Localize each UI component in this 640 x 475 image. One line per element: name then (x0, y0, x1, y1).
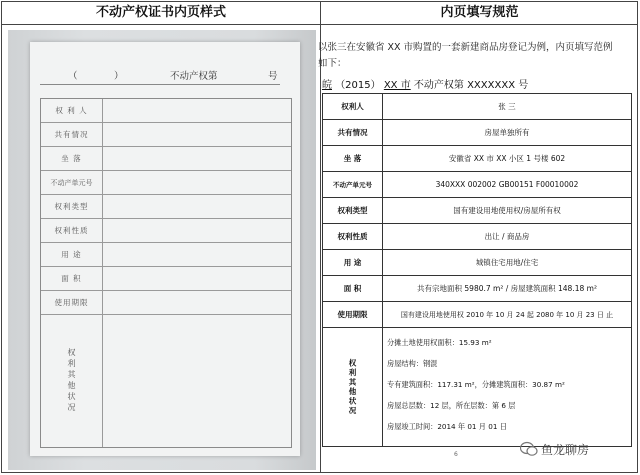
cert-year: （2015） (335, 80, 381, 91)
row-value: 房屋单独所有 (484, 128, 530, 137)
row-label: 权利类型 (323, 198, 383, 223)
watermark-text: 鱼龙聊房 (541, 442, 590, 457)
page-number: 6 (454, 451, 458, 458)
example-row (323, 94, 631, 120)
row-label: 坐 落 (323, 146, 383, 171)
row-value: 共有宗地面积 5980.7 m² / 房屋建筑面积 148.18 m² (417, 284, 597, 293)
blank-row (41, 267, 291, 291)
chat-bubble-icon (520, 441, 538, 457)
blank-row-label: 权利类型 (41, 195, 103, 218)
blank-row-other (41, 315, 291, 447)
cert-number: 不动产权第 XXXXXXX 号 (413, 80, 529, 91)
blank-row (41, 171, 291, 195)
blank-form-table (40, 98, 292, 448)
blank-row (41, 123, 291, 147)
blank-row (41, 291, 291, 315)
blank-row (41, 219, 291, 243)
cert-number-line (322, 76, 528, 91)
form-title-line (30, 68, 300, 84)
row-label: 权利性质 (323, 224, 383, 249)
example-row (323, 302, 631, 328)
row-value: 出让 / 商品房 (484, 232, 530, 241)
blank-row-label: 坐 落 (41, 147, 103, 170)
blank-row (41, 99, 291, 123)
row-label: 面 积 (323, 276, 383, 301)
cert-city: XX 市 (383, 80, 411, 91)
form-title-underline (40, 84, 280, 85)
form-title-suffix: 号 (268, 71, 278, 82)
row-value: 城镇住宅用地/住宅 (475, 258, 539, 267)
row-label: 共有情况 (323, 120, 383, 145)
other-line: 房屋结构：钢混 (387, 359, 438, 368)
example-row (323, 250, 631, 276)
left-heading: 不动产权证书内页样式 (95, 5, 226, 20)
right-heading: 内页填写规范 (440, 5, 519, 20)
example-row-other (323, 328, 631, 446)
example-row (323, 120, 631, 146)
example-table (322, 93, 632, 447)
example-row (323, 224, 631, 250)
row-label: 权利其他状况 (323, 328, 383, 446)
example-row (323, 146, 631, 172)
blank-row-label: 权利其他状况 (41, 315, 103, 447)
form-title-open-paren: （ (68, 71, 78, 82)
header-divider (1, 24, 638, 25)
row-value: 国有建设用地使用权 2010 年 10 月 24 起 2080 年 10 月 23 日 止 (400, 310, 614, 319)
scanned-form-photo (8, 30, 316, 470)
other-line: 分摊土地使用权面积：15.93 m² (387, 338, 492, 347)
example-row (323, 198, 631, 224)
form-title-close-paren: ） (114, 71, 124, 82)
blank-row-label: 用 途 (41, 243, 103, 266)
blank-form-sheet (30, 42, 300, 456)
example-row (323, 276, 631, 302)
blank-row (41, 195, 291, 219)
row-value: 张 三 (498, 102, 516, 111)
row-label: 权利人 (323, 94, 383, 119)
row-value: 340XXX 002002 GB00151 F00010002 (435, 180, 579, 189)
blank-row-label: 面 积 (41, 267, 103, 290)
other-line: 房屋竣工时间：2014 年 01 月 01 日 (387, 422, 507, 431)
blank-row (41, 243, 291, 267)
blank-row (41, 147, 291, 171)
row-value: 安徽省 XX 市 XX 小区 1 号楼 602 (448, 154, 566, 163)
blank-row-label: 不动产单元号 (41, 171, 103, 194)
other-lines (387, 332, 627, 437)
other-line: 房屋总层数：12 层，所在层数：第 6 层 (387, 401, 516, 410)
watermark (520, 438, 589, 460)
row-label: 用 途 (323, 250, 383, 275)
row-value: 国有建设用地使用权/房屋所有权 (453, 206, 561, 215)
cert-province: 皖 (322, 80, 332, 91)
other-line: 专有建筑面积：117.31 m²，分摊建筑面积：30.87 m² (387, 380, 565, 389)
blank-row-label: 权利性质 (41, 219, 103, 242)
blank-row-label: 使用期限 (41, 291, 103, 314)
example-row (323, 172, 631, 198)
row-label: 不动产单元号 (323, 172, 383, 197)
blank-row-label: 共有情况 (41, 123, 103, 146)
row-label: 使用期限 (323, 302, 383, 327)
blank-row-label: 权 利 人 (41, 99, 103, 122)
form-title-label: 不动产权第 (170, 71, 218, 82)
example-intro: 以张三在安徽省 XX 市购置的一套新建商品房登记为例，内页填写范例如下： (318, 42, 613, 69)
